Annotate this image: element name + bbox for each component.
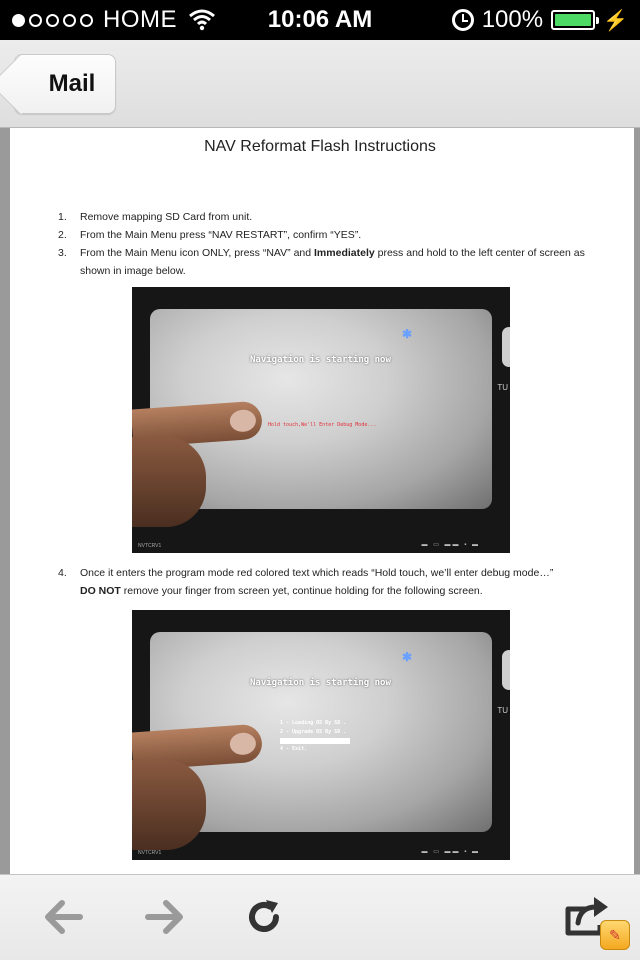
- instruction-photo-1: [132, 287, 510, 553]
- debug-menu: [280, 719, 350, 754]
- forward-arrow-icon: [144, 899, 184, 935]
- step-text: [80, 564, 603, 600]
- hand-image: [132, 760, 206, 850]
- bottom-toolbar: [0, 874, 640, 960]
- status-bar: [0, 0, 640, 40]
- instruction-list: [58, 208, 598, 280]
- step-text-bold: DO NOT: [80, 585, 121, 597]
- document-page: [10, 128, 634, 874]
- step-text: From the Main Menu press “NAV RESTART”, confirm “YES”.: [80, 229, 362, 241]
- debug-mode-text: Hold touch,We'll Enter Debug Mode...: [268, 422, 377, 428]
- wifi-icon: [189, 9, 215, 31]
- unit-logos: ▬ ▭ ▬▬ ▪ ▬: [421, 849, 480, 855]
- step-text-part: Once it enters the program mode red colored text which reads “Hold touch, we’ll enter debug mode…”: [80, 567, 554, 579]
- back-button[interactable]: [40, 893, 88, 941]
- screen-message: Navigation is starting now: [250, 355, 391, 365]
- forward-button[interactable]: [140, 893, 188, 941]
- reload-icon: [244, 897, 284, 937]
- step-text-part: remove your finger from screen yet, continue holding for the following screen.: [120, 585, 483, 597]
- list-item: [58, 208, 598, 226]
- step-number: 2.: [58, 229, 67, 241]
- battery-percent: 100%: [481, 6, 544, 33]
- document-viewer[interactable]: [0, 128, 640, 874]
- unit-knob: [502, 650, 510, 690]
- status-right: [452, 0, 628, 40]
- back-to-mail-button[interactable]: [14, 54, 116, 114]
- debug-menu-highlight: [280, 738, 350, 744]
- fingernail: [229, 732, 256, 756]
- signal-strength-icon: [12, 14, 93, 27]
- list-item: [58, 564, 603, 600]
- step-text: Remove mapping SD Card from unit.: [80, 211, 253, 223]
- hand-image: [132, 437, 206, 527]
- battery-fill: [555, 14, 591, 26]
- unit-logos: ▬ ▭ ▬▬ ▪ ▬: [421, 542, 480, 548]
- battery-icon: [551, 10, 595, 30]
- step-number: 3.: [58, 247, 67, 259]
- signal-dot: [29, 14, 42, 27]
- step-text: [80, 244, 598, 280]
- instruction-step-4: [58, 564, 603, 600]
- step-text-bold: Immediately: [314, 247, 375, 259]
- list-item: [58, 244, 598, 280]
- step-number: 4.: [58, 567, 67, 579]
- bluetooth-icon: ✱: [402, 327, 413, 341]
- bluetooth-icon: ✱: [402, 650, 413, 664]
- signal-dot: [12, 14, 25, 27]
- step-number: 1.: [58, 211, 67, 223]
- debug-menu-item: 2 - Upgrade OS By SD .: [280, 729, 347, 735]
- fingernail: [229, 409, 256, 433]
- instruction-photo-2: [132, 610, 510, 860]
- screen-message: Navigation is starting now: [250, 678, 391, 688]
- alarm-icon: [452, 9, 474, 31]
- step-text-part: From the Main Menu icon ONLY, press “NAV” and: [80, 247, 315, 259]
- back-arrow-icon: [44, 899, 84, 935]
- list-item: [58, 226, 598, 244]
- unit-knob: [502, 327, 510, 367]
- document-title: NAV Reformat Flash Instructions: [204, 138, 436, 155]
- navigation-bar: [0, 40, 640, 128]
- back-button-label: Mail: [48, 70, 96, 97]
- app-badge-icon[interactable]: ✎: [600, 920, 630, 950]
- step-text-part: press and hold to the left center of screen as shown in image below.: [80, 247, 585, 277]
- charging-bolt-icon: ⚡: [603, 9, 628, 32]
- signal-dot: [46, 14, 59, 27]
- unit-side-label: TU: [497, 706, 508, 715]
- carrier-name: HOME: [103, 6, 177, 33]
- status-left: [12, 0, 215, 40]
- debug-menu-item: 1 - Loading OS By SD .: [280, 720, 347, 726]
- unit-side-label: TU: [497, 383, 508, 392]
- unit-model-label: NVTCRV1: [138, 850, 162, 856]
- signal-dot: [63, 14, 76, 27]
- unit-model-label: NVTCRV1: [138, 543, 162, 549]
- clock: 10:06 AM: [267, 6, 373, 33]
- reload-button[interactable]: [240, 893, 288, 941]
- signal-dot: [80, 14, 93, 27]
- debug-menu-item: 4 - Exit.: [280, 746, 308, 752]
